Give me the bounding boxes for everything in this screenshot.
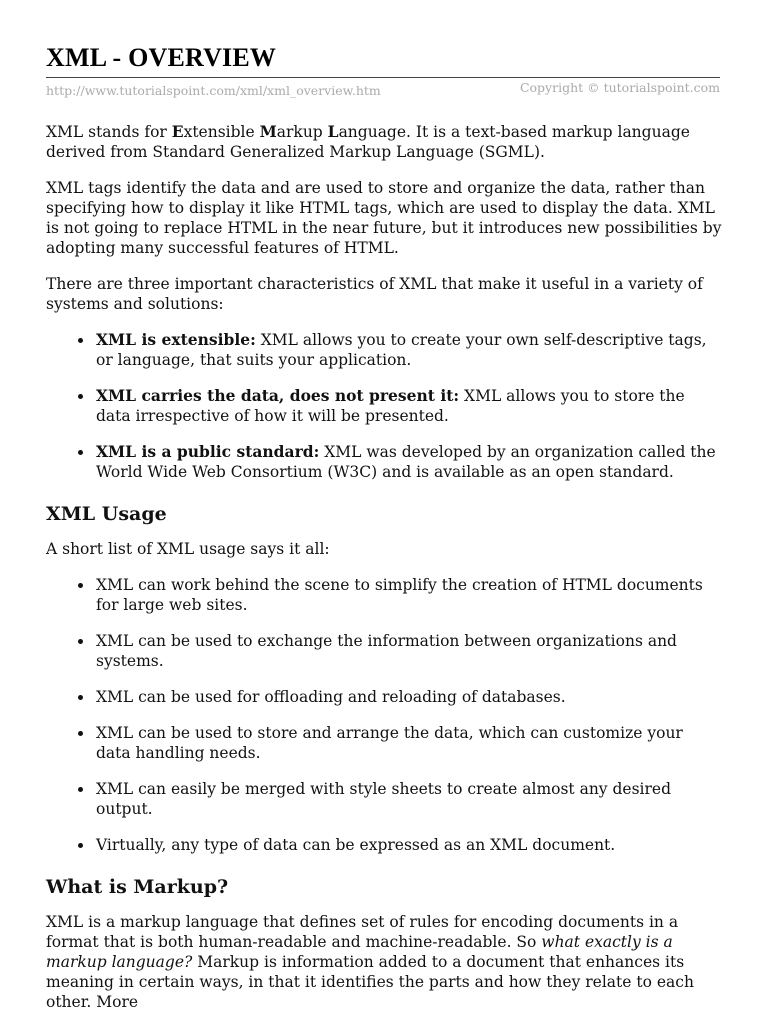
intro-paragraph-2: XML tags identify the data and are used to store and organize the data, rather than specifying how to display it like HTML tags, which are used to display the data. XML is not going to replace HTML in the near future, but it introduces new possibilities by adopting many successful features of HTML. (46, 179, 722, 257)
intro-paragraph-1 (46, 122, 722, 162)
intro-text: anguage. It is a text-based markup language derived from Standard Generalized Markup Language (SGML). (46, 123, 690, 161)
intro-text: arkup (276, 123, 328, 141)
list-item: XML can easily be merged with style sheets to create almost any desired output. (96, 779, 722, 819)
markup-paragraph (46, 912, 722, 1012)
intro-text: XML stands for (46, 123, 172, 141)
characteristic-term: XML is a public standard: (96, 442, 320, 461)
characteristics-list (46, 330, 722, 482)
acronym-letter-e: E (171, 122, 184, 141)
list-item (96, 330, 722, 370)
usage-list (46, 575, 722, 855)
list-item (96, 442, 722, 482)
characteristic-text: XML allows you to store the data irrespective of how it will be presented. (96, 387, 685, 425)
markup-text: XML is a markup language that defines set of rules for encoding documents in a format that is both human-readable and machine-readable. So (46, 913, 679, 951)
document-page (46, 0, 722, 1028)
list-item: Virtually, any type of data can be expressed as an XML document. (96, 835, 722, 855)
markup-text: Markup is information added to a document that enhances its meaning in certain ways, in that it identifies the parts and how they relate to each other. More (46, 953, 694, 1011)
page-title: XML - OVERVIEW (46, 43, 277, 72)
usage-intro: A short list of XML usage says it all: (46, 540, 330, 558)
acronym-letter-m: M (259, 122, 277, 141)
intro-text: xtensible (183, 123, 260, 141)
characteristic-term: XML carries the data, does not present it: (96, 386, 460, 405)
list-item (96, 386, 722, 426)
copyright-notice: Copyright © tutorialspoint.com (519, 80, 720, 95)
markup-question: what exactly is a markup language? (46, 933, 673, 971)
list-item: XML can work behind the scene to simplify the creation of HTML documents for large web sites. (96, 575, 722, 615)
acronym-letter-l: L (327, 122, 339, 141)
characteristic-text: XML allows you to create your own self-descriptive tags, or language, that suits your application. (96, 331, 707, 369)
characteristic-term: XML is extensible: (96, 330, 256, 349)
list-item: XML can be used to store and arrange the data, which can customize your data handling needs. (96, 723, 722, 763)
title-divider (46, 77, 720, 78)
section-heading-usage: XML Usage (46, 503, 167, 525)
source-url: http://www.tutorialspoint.com/xml/xml_overview.htm (46, 83, 381, 98)
section-heading-markup: What is Markup? (46, 876, 229, 898)
intro-paragraph-3: There are three important characteristics of XML that make it useful in a variety of systems and solutions: (46, 275, 703, 313)
characteristic-text: XML was developed by an organization called the World Wide Web Consortium (W3C) and is available as an open standard. (96, 443, 716, 481)
article-body (46, 122, 722, 1012)
list-item: XML can be used to exchange the information between organizations and systems. (96, 631, 722, 671)
page-header-meta (46, 80, 722, 102)
list-item: XML can be used for offloading and reloading of databases. (96, 687, 722, 707)
